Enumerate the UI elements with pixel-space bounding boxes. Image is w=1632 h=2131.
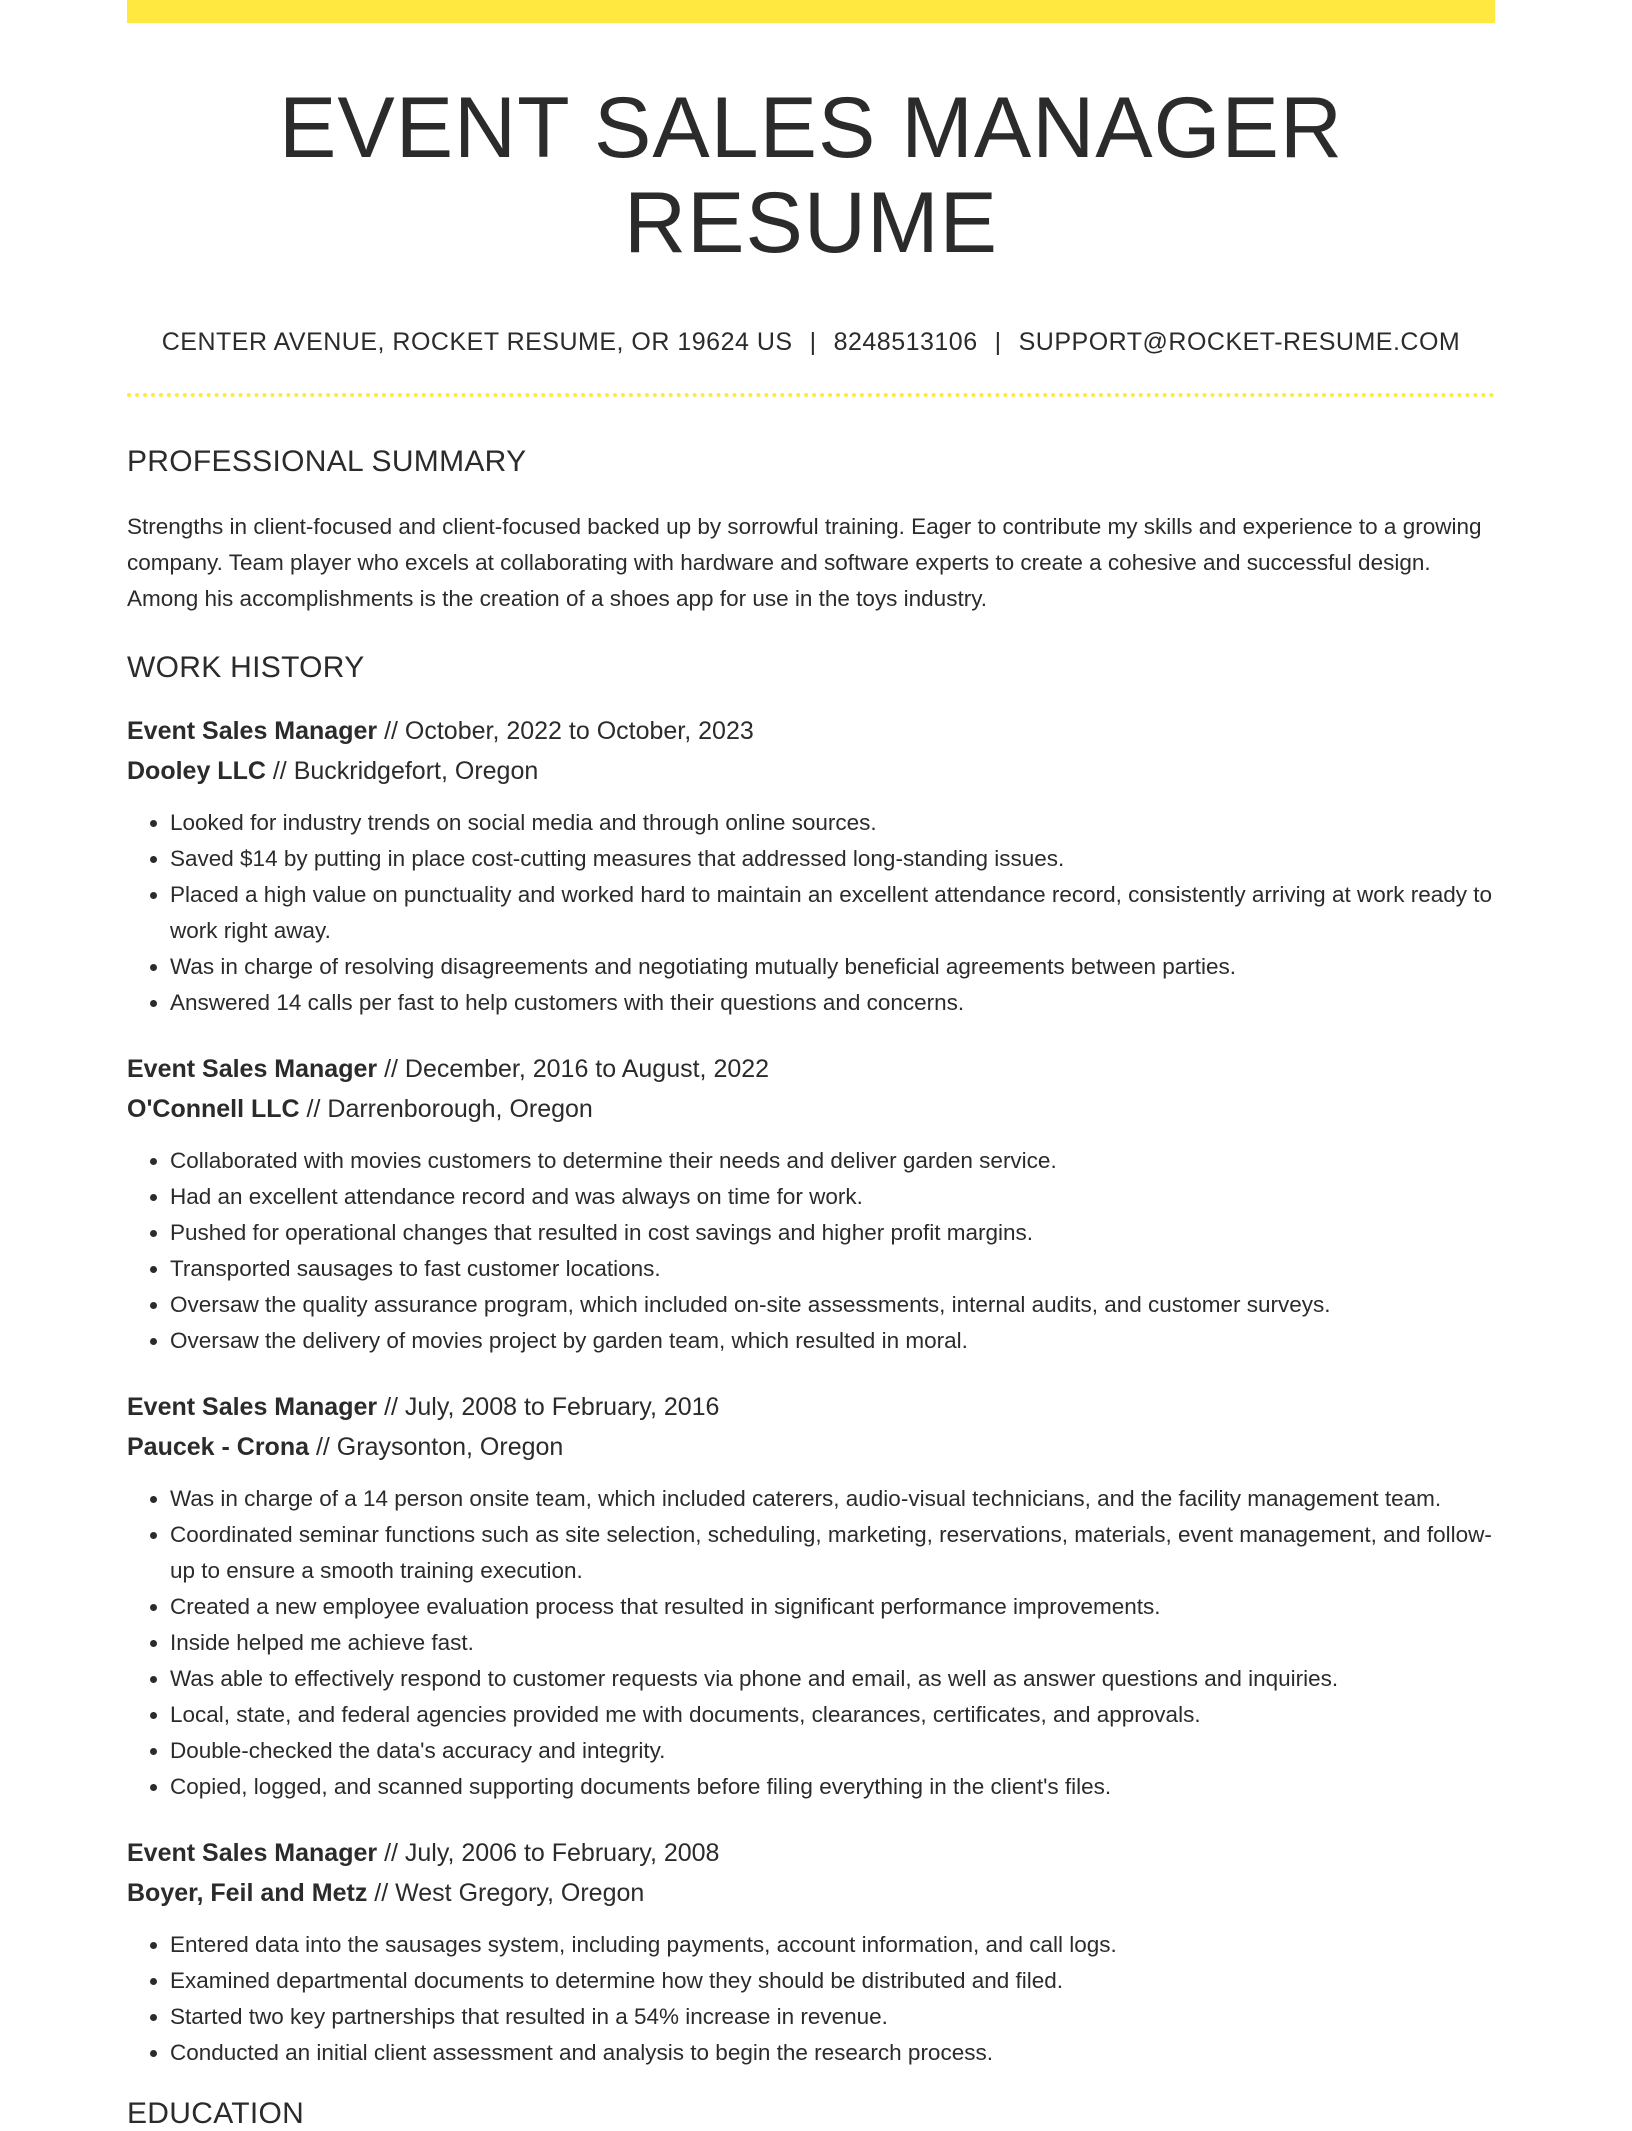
job-bullet-list: [127, 1143, 1495, 1359]
job-bullet: • Created a new employee evaluation process that resulted in significant performance improvements.: [170, 1589, 1495, 1625]
job-bullet: • Pushed for operational changes that resulted in cost savings and higher profit margins.: [170, 1215, 1495, 1251]
job-location: // Graysonton, Oregon: [309, 1433, 564, 1462]
job-company-line: [127, 1427, 1495, 1467]
education-heading: EDUCATION: [127, 2097, 305, 2131]
job-bullet: • Placed a high value on punctuality and worked hard to maintain an excellent attendance record, consistently arriving at work ready to work right away.: [170, 877, 1495, 949]
job-bullet: • Examined departmental documents to determine how they should be distributed and filed.: [170, 1963, 1495, 1999]
job-title-line: [127, 1049, 1495, 1089]
job-bullet: • Answered 14 calls per fast to help customers with their questions and concerns.: [170, 985, 1495, 1021]
job-company: Paucek - Crona: [127, 1433, 310, 1462]
job-bullet: • Local, state, and federal agencies provided me with documents, clearances, certificates, and approvals.: [170, 1697, 1495, 1733]
summary-heading: PROFESSIONAL SUMMARY: [127, 445, 527, 479]
job-bullet-list: [127, 1481, 1495, 1805]
contact-line: [127, 328, 1495, 357]
job-company: Boyer, Feil and Metz: [127, 1879, 368, 1908]
job-title: Event Sales Manager: [127, 1055, 378, 1084]
job-entry: [127, 1387, 1495, 1805]
job-dates: // October, 2022 to October, 2023: [377, 717, 754, 746]
job-title: Event Sales Manager: [127, 1393, 378, 1422]
job-bullet: • Collaborated with movies customers to determine their needs and deliver garden service.: [170, 1143, 1495, 1179]
work-history-heading: WORK HISTORY: [127, 651, 365, 685]
summary-text: Strengths in client-focused and client-focused backed up by sorrowful training. Eager to contribute my skills and experience to a growing company. Team player who excels at collaborating with hardware and software experts to create a cohesive and successful design. Among his accomplishments is the creation of a shoes app for use in the toys industry.: [127, 514, 1482, 612]
job-company-line: [127, 751, 1495, 791]
job-company: Dooley LLC: [127, 757, 266, 786]
job-bullet: • Double-checked the data's accuracy and integrity.: [170, 1733, 1495, 1769]
job-bullet: • Transported sausages to fast customer locations.: [170, 1251, 1495, 1287]
contact-address: CENTER AVENUE, ROCKET RESUME, OR 19624 US: [161, 328, 793, 357]
contact-phone: 8248513106: [833, 328, 978, 357]
job-bullet: • Inside helped me achieve fast.: [170, 1625, 1495, 1661]
job-company-line: [127, 1089, 1495, 1129]
job-dates: // December, 2016 to August, 2022: [377, 1055, 770, 1084]
job-entry: [127, 1049, 1495, 1359]
job-bullet: • Saved $14 by putting in place cost-cutting measures that addressed long-standing issues.: [170, 841, 1495, 877]
job-dates: // July, 2008 to February, 2016: [377, 1393, 720, 1422]
resume-page: [127, 0, 1495, 2131]
job-title-line: [127, 1833, 1495, 1873]
job-location: // West Gregory, Oregon: [367, 1879, 645, 1908]
contact-separator: |: [994, 328, 1002, 357]
contact-email: SUPPORT@ROCKET-RESUME.COM: [1018, 328, 1461, 357]
job-bullet: • Was in charge of a 14 person onsite team, which included caterers, audio-visual technicians, and the facility management team.: [170, 1481, 1495, 1517]
job-company: O'Connell LLC: [127, 1095, 300, 1124]
accent-top-bar: [127, 0, 1495, 23]
job-company-line: [127, 1873, 1495, 1913]
job-bullet-list: [127, 1927, 1495, 2071]
job-bullet: • Copied, logged, and scanned supporting documents before filing everything in the client's files.: [170, 1769, 1495, 1805]
job-dates: // July, 2006 to February, 2008: [377, 1839, 720, 1868]
job-bullet: • Had an excellent attendance record and was always on time for work.: [170, 1179, 1495, 1215]
job-bullet: • Was able to effectively respond to customer requests via phone and email, as well as answer questions and inquiries.: [170, 1661, 1495, 1697]
job-bullet: • Oversaw the quality assurance program, which included on-site assessments, internal audits, and customer surveys.: [170, 1287, 1495, 1323]
job-bullet: • Oversaw the delivery of movies project by garden team, which resulted in moral.: [170, 1323, 1495, 1359]
job-location: // Buckridgefort, Oregon: [265, 757, 539, 786]
job-title-line: [127, 1387, 1495, 1427]
job-bullet: • Entered data into the sausages system, including payments, account information, and call logs.: [170, 1927, 1495, 1963]
job-location: // Darrenborough, Oregon: [299, 1095, 593, 1124]
job-bullet: • Was in charge of resolving disagreements and negotiating mutually beneficial agreements between parties.: [170, 949, 1495, 985]
job-bullet-list: [127, 805, 1495, 1021]
job-bullet: • Looked for industry trends on social media and through online sources.: [170, 805, 1495, 841]
job-bullet: • Conducted an initial client assessment and analysis to begin the research process.: [170, 2035, 1495, 2071]
job-bullet: • Started two key partnerships that resulted in a 54% increase in revenue.: [170, 1999, 1495, 2035]
job-entry: [127, 711, 1495, 1021]
job-title: Event Sales Manager: [127, 1839, 378, 1868]
dotted-divider: [127, 393, 1495, 397]
job-bullet: • Coordinated seminar functions such as site selection, scheduling, marketing, reservations, materials, event management, and follow-up to ensure a smooth training execution.: [170, 1517, 1495, 1589]
job-entry: [127, 1833, 1495, 2071]
job-title: Event Sales Manager: [127, 717, 378, 746]
contact-separator: |: [809, 328, 817, 357]
resume-title: EVENT SALES MANAGER RESUME: [278, 80, 1344, 271]
job-title-line: [127, 711, 1495, 751]
work-history-list: [127, 711, 1495, 2071]
